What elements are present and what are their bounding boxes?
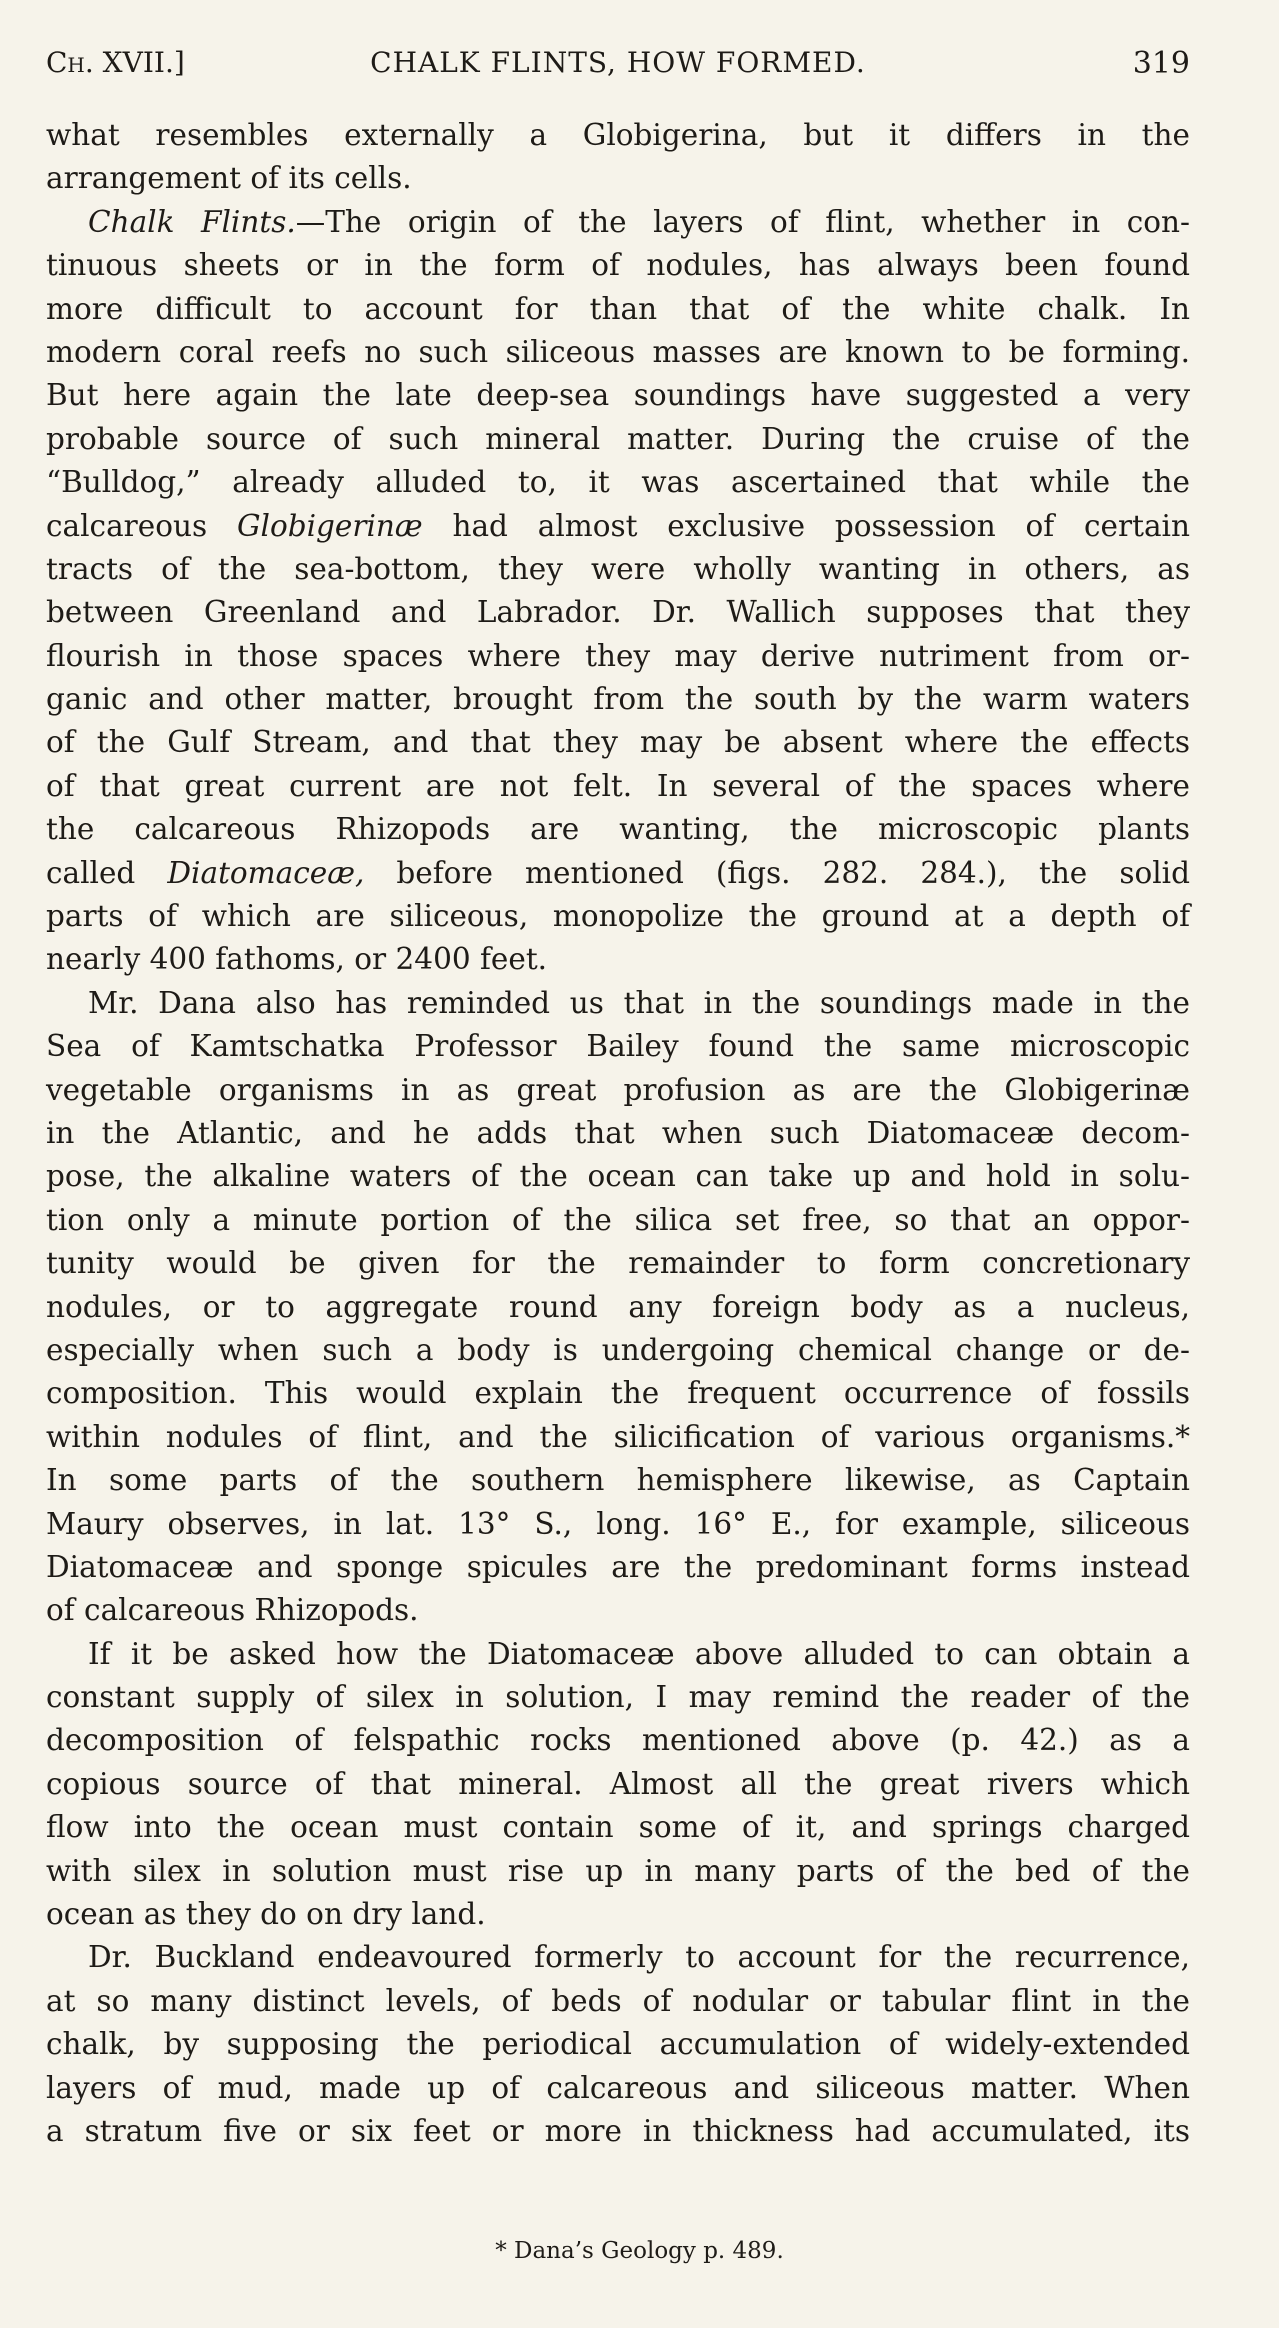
text-segment: constant supply of silex in solution, I may remind the reader of the — [46, 1680, 1190, 1715]
text-line — [46, 1676, 1190, 1719]
text-segment: flourish in those spaces where they may derive nutriment from or- — [46, 638, 1190, 673]
text-segment: But here again the late deep-sea soundings have suggested a very — [46, 378, 1190, 413]
text-segment: within nodules of flint, and the silicification of various organisms.* — [46, 1419, 1190, 1454]
text-segment: a stratum five or six feet or more in thickness had accumulated, its — [46, 2113, 1190, 2148]
paragraph — [46, 201, 1190, 982]
text-line — [46, 1633, 1190, 1676]
text-line — [46, 1242, 1190, 1285]
text-segment: vegetable organisms in as great profusion as are the Globigerinæ — [46, 1072, 1190, 1107]
text-segment: at so many distinct levels, of beds of nodular or tabular flint in the — [46, 1983, 1190, 2018]
text-segment: chalk, by supposing the periodical accumulation of widely-extended — [46, 2027, 1190, 2062]
text-segment: of the Gulf Stream, and that they may be absent where the effects — [46, 725, 1190, 760]
text-line — [46, 1503, 1190, 1546]
text-segment: tunity would be given for the remainder to form concretionary — [46, 1246, 1190, 1281]
text-segment: tracts of the sea-bottom, they were wholly wanting in others, as — [46, 551, 1190, 586]
text-line — [46, 418, 1190, 461]
italic-text: Chalk Flints. — [88, 204, 296, 239]
text-line — [46, 1806, 1190, 1849]
text-line — [46, 1936, 1190, 1979]
text-segment: in the Atlantic, and he adds that when such Diatomaceæ decom- — [46, 1115, 1190, 1150]
text-line — [46, 895, 1190, 938]
text-line — [46, 1719, 1190, 1762]
running-header — [46, 46, 1190, 86]
chapter-label: Ch. XVII.] — [46, 46, 185, 79]
text-line — [46, 1286, 1190, 1329]
text-segment: pose, the alkaline waters of the ocean can take up and hold in solu- — [46, 1159, 1190, 1194]
text-segment: copious source of that mineral. Almost all the great rivers which — [46, 1766, 1190, 1801]
text-segment: parts of which are siliceous, monopolize the ground at a depth of — [46, 899, 1190, 934]
text-line — [46, 505, 1190, 548]
text-line — [46, 2023, 1190, 2066]
text-line — [46, 1459, 1190, 1502]
text-line — [46, 244, 1190, 287]
text-segment: of calcareous Rhizopods. — [46, 1593, 419, 1628]
footnote: * Dana’s Geology p. 489. — [495, 2238, 784, 2264]
text-line — [46, 2110, 1190, 2153]
text-segment: of that great current are not felt. In several of the spaces where — [46, 768, 1190, 803]
text-line — [46, 1416, 1190, 1459]
text-line — [46, 721, 1190, 764]
text-segment: Maury observes, in lat. 13° S., long. 16° E., for example, siliceous — [46, 1506, 1190, 1541]
text-segment: Sea of Kamtschatka Professor Bailey found the same microscopic — [46, 1029, 1190, 1064]
text-segment: calcareous — [46, 508, 237, 543]
text-line — [46, 288, 1190, 331]
text-segment: called — [46, 855, 168, 890]
text-segment: what resembles externally a Globigerina, but it differs in the — [46, 118, 1190, 152]
text-segment: —The origin of the layers of flint, whether in con- — [295, 204, 1190, 239]
paragraph — [46, 1633, 1190, 1937]
body-text — [46, 114, 1190, 2153]
text-line — [46, 157, 1190, 200]
text-segment: before mentioned (figs. 282. 284.), the solid — [364, 855, 1190, 890]
text-segment: probable source of such mineral matter. During the cruise of the — [46, 421, 1190, 456]
text-line — [46, 1980, 1190, 2023]
italic-text: Diatomaceæ, — [167, 855, 365, 890]
text-segment: more difficult to account for than that of the white chalk. In — [46, 291, 1190, 326]
text-segment: tinuous sheets or in the form of nodules, has always been found — [46, 248, 1190, 283]
text-segment: Mr. Dana also has reminded us that in the soundings made in the — [88, 985, 1190, 1020]
text-line — [46, 114, 1190, 157]
text-segment: with silex in solution must rise up in many parts of the bed of the — [46, 1853, 1190, 1888]
text-segment: In some parts of the southern hemisphere likewise, as Captain — [46, 1463, 1190, 1498]
text-line — [46, 1763, 1190, 1806]
text-line — [46, 1372, 1190, 1415]
text-line — [46, 1155, 1190, 1198]
text-line — [46, 1589, 1190, 1632]
text-line — [46, 374, 1190, 417]
text-line — [46, 1850, 1190, 1893]
text-line — [46, 852, 1190, 895]
text-line — [46, 1112, 1190, 1155]
text-segment: composition. This would explain the frequent occurrence of fossils — [46, 1376, 1190, 1411]
text-segment: arrangement of its cells. — [46, 161, 412, 196]
text-line — [46, 635, 1190, 678]
text-line — [46, 808, 1190, 851]
text-line — [46, 678, 1190, 721]
text-segment: modern coral reefs no such siliceous masses are known to be forming. — [46, 334, 1190, 369]
text-segment: If it be asked how the Diatomaceæ above alluded to can obtain a — [88, 1636, 1190, 1671]
text-segment: Dr. Buckland endeavoured formerly to account for the recurrence, — [88, 1940, 1190, 1975]
text-line — [46, 1329, 1190, 1372]
text-line — [46, 548, 1190, 591]
paragraph — [46, 982, 1190, 1633]
text-line — [46, 982, 1190, 1025]
text-segment: ocean as they do on dry land. — [46, 1897, 486, 1932]
text-line — [46, 938, 1190, 981]
text-segment: ganic and other matter, brought from the south by the warm waters — [46, 682, 1190, 717]
text-line — [46, 201, 1190, 244]
text-segment: nearly 400 fathoms, or 2400 feet. — [46, 942, 548, 977]
text-segment: flow into the ocean must contain some of it, and springs charged — [46, 1810, 1190, 1845]
text-line — [46, 1546, 1190, 1589]
text-segment: especially when such a body is undergoing chemical change or de- — [46, 1332, 1190, 1367]
text-segment: had almost exclusive possession of certain — [422, 508, 1190, 543]
text-line — [46, 1199, 1190, 1242]
text-line — [46, 591, 1190, 634]
text-line — [46, 1069, 1190, 1112]
page-number: 319 — [1132, 46, 1190, 81]
text-segment: “Bulldog,” already alluded to, it was ascertained that while the — [46, 465, 1190, 500]
text-segment: decomposition of felspathic rocks mentioned above (p. 42.) as a — [46, 1723, 1190, 1758]
italic-text: Globigerinæ — [236, 508, 423, 543]
running-title: CHALK FLINTS, HOW FORMED. — [370, 46, 866, 79]
text-segment: the calcareous Rhizopods are wanting, the microscopic plants — [46, 812, 1190, 847]
text-segment: between Greenland and Labrador. Dr. Wallich supposes that they — [46, 595, 1190, 630]
text-line — [46, 1893, 1190, 1936]
text-segment: Diatomaceæ and sponge spicules are the predominant forms instead — [46, 1549, 1190, 1584]
text-line — [46, 331, 1190, 374]
text-line — [46, 1025, 1190, 1068]
text-line — [46, 765, 1190, 808]
text-segment: nodules, or to aggregate round any foreign body as a nucleus, — [46, 1289, 1190, 1324]
paragraph — [46, 1936, 1190, 2153]
text-segment: layers of mud, made up of calcareous and siliceous matter. When — [46, 2070, 1190, 2105]
text-segment: tion only a minute portion of the silica set free, so that an oppor- — [46, 1202, 1190, 1237]
text-line — [46, 2067, 1190, 2110]
text-line — [46, 461, 1190, 504]
paragraph — [46, 114, 1190, 201]
